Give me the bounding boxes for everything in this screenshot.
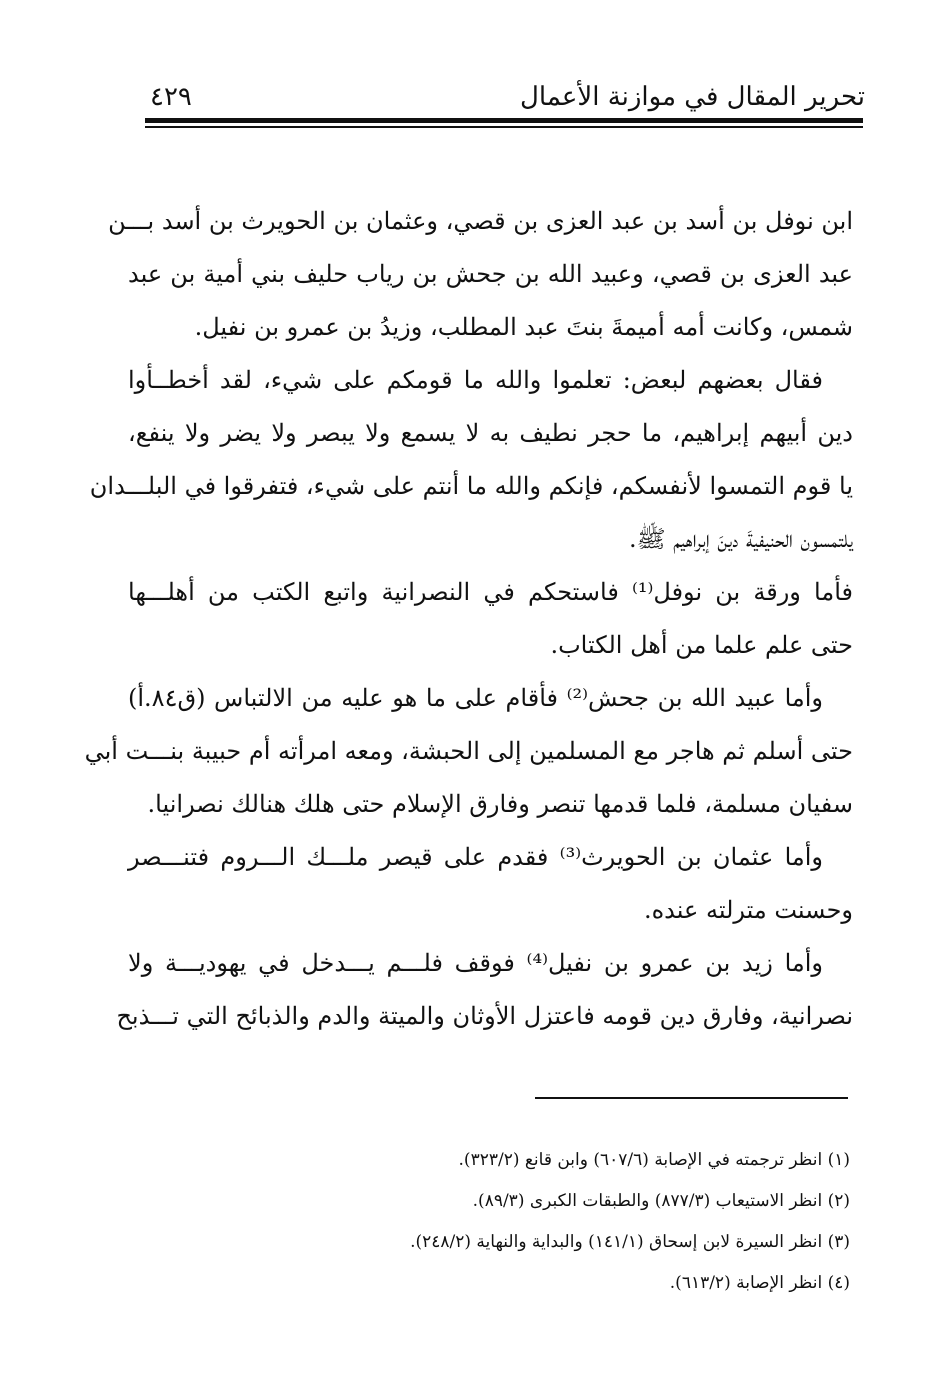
page-number: ٤٢٩ [150, 82, 192, 112]
text-line: دين أبيهم إبراهيم، ما حجر نطيف به لا يسمع ولا يبصر ولا يضر ولا ينفع، [128, 419, 853, 447]
text-line: حتى علم علما من أهل الكتاب. [550, 631, 853, 659]
header-rule-thin [145, 126, 863, 128]
text-line: شمس، وكانت أمه أميمةَ بنتَ عبد المطلب، وزيدُ بن عمرو بن نفيل. [194, 313, 853, 341]
text-line: ابن نوفل بن أسد بن عبد العزى بن قصي، وعثمان بن الحويرث بن أسد بـــن [108, 207, 853, 235]
footnote-4: (٤) انظر الإصابة (٦١٣/٢). [669, 1273, 850, 1293]
text-line: وأما عبيد الله بن جحش⁽²⁾ فأقام على ما هو عليه من الالتباس (ق٨٤.أ) [128, 684, 824, 712]
footnote-3: (٣) انظر السيرة لابن إسحاق (١٤١/١) والبداية والنهاية (٢٤٨/٢). [410, 1232, 850, 1252]
text-line: عبد العزى بن قصي، وعبيد الله بن جحش بن رياب حليف بني أمية بن عبد [128, 260, 853, 288]
text-line: يلتمسون الحنيفيةَ دينَ إبراهيم ﷺ. [628, 525, 853, 553]
text-line: يا قوم التمسوا لأنفسكم، فإنكم والله ما أنتم على شيء، فتفرقوا في البلـــدان [89, 472, 853, 500]
text-line: حتى أسلم ثم هاجر مع المسلمين إلى الحبشة، ومعه امرأته أم حبيبة بنـــت أبي [84, 737, 853, 765]
text-line: وأما عثمان بن الحويرث⁽³⁾ فقدم على قيصر ملـــك الـــروم فتنـــصر [128, 843, 823, 871]
text-line: سفيان مسلمة، فلما قدمها تنصر وفارق الإسلام حتى هلك هنالك نصرانيا. [147, 790, 853, 818]
footnote-2: (٢) انظر الاستيعاب (٨٧٧/٣) والطبقات الكبرى (٨٩/٣). [472, 1191, 850, 1211]
footnote-1: (١) انظر ترجمته في الإصابة (٦٠٧/٦) وابن قانع (٣٢٣/٢). [458, 1150, 850, 1170]
body-text [84, 195, 853, 1043]
text-line: فأما ورقة بن نوفل⁽¹⁾ فاستحكم في النصرانية واتبع الكتب من أهلـــها [128, 578, 853, 606]
header-rule-thick [145, 118, 863, 123]
text-line: فقال بعضهم لبعض: تعلموا والله ما قومكم على شيء، لقد أخطــأوا [128, 366, 823, 394]
text-line: وحسنت مترلته عنده. [643, 896, 853, 924]
footnote-separator [535, 1097, 848, 1099]
footnotes [145, 1140, 850, 1304]
text-line: نصرانية، وفارق دين قومه فاعتزل الأوثان والميتة والدم والذبائح التي تـــذبح [116, 1002, 853, 1030]
running-title: تحرير المقال في موازنة الأعمال [520, 82, 865, 112]
text-line: وأما زيد بن عمرو بن نفيل⁽⁴⁾ فوقف فلـــم يـــدخل في يهوديـــة ولا [128, 949, 823, 977]
